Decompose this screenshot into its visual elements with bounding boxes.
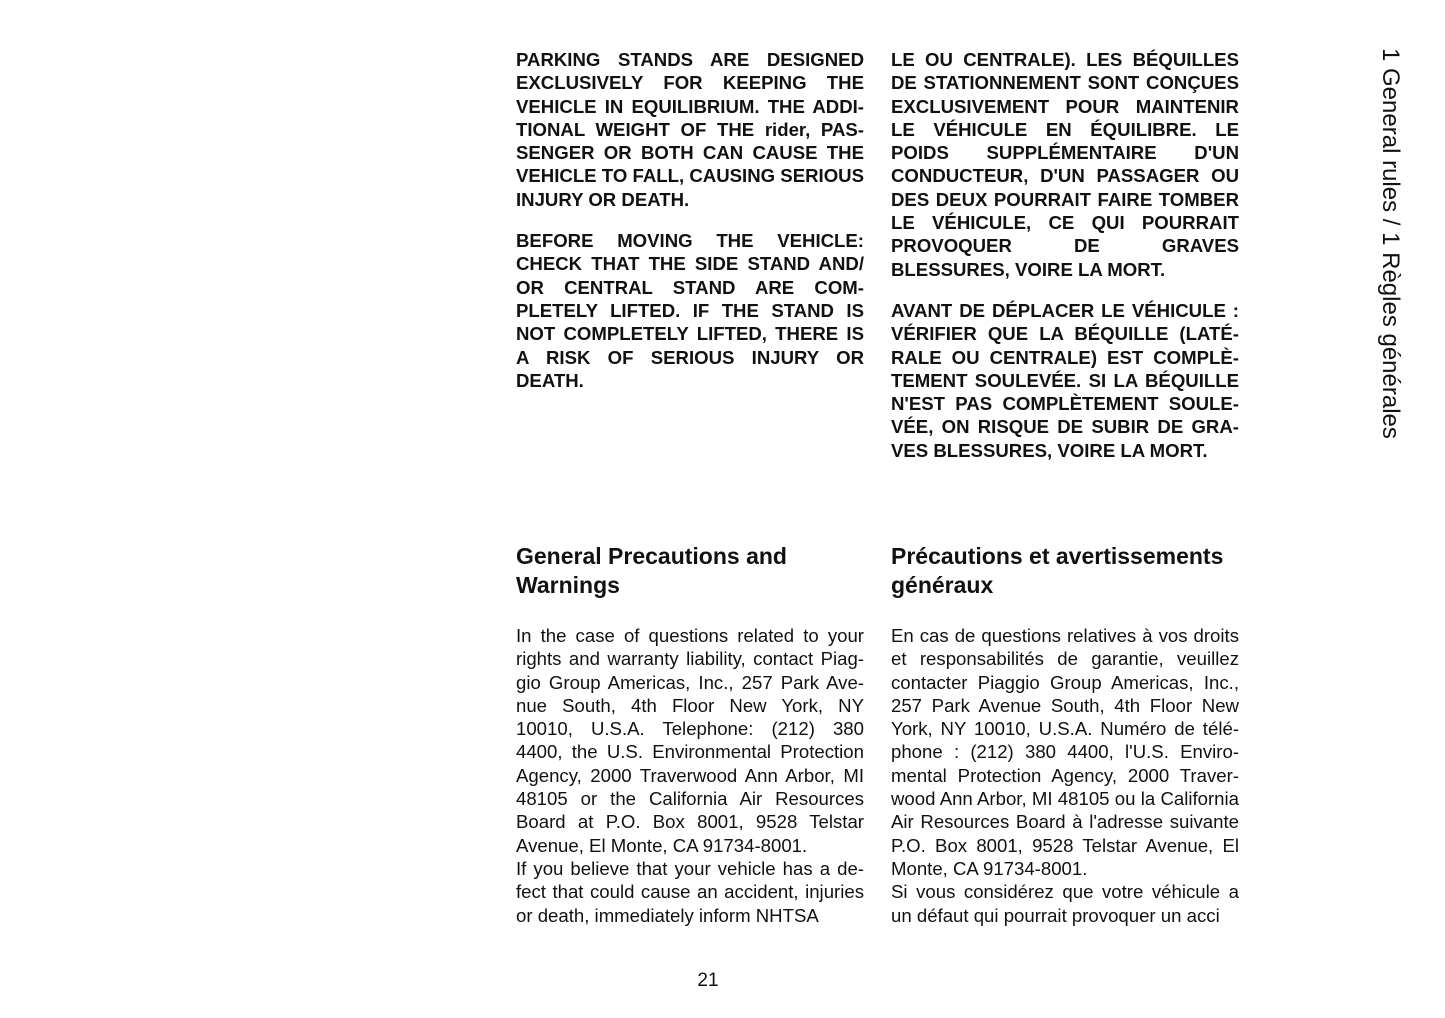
warning-parking-stands-fr: LE OU CENTRALE). LES BÉQUILLES DE STATIONNEMENT SONT CONÇUES EXCLUSIVEMENT POUR MAINTENIR LE VÉHICULE EN ÉQUILIBRE. LE POIDS SUPPLÉMENTAIRE D'UN CONDUCTEUR, D'UN PASSAGER OU DES DEUX POURRAIT FAIRE TOMBER LE VÉHICULE, CE QUI POURRAIT PROVOQUER DE GRAVES BLESSURES, VOIRE LA MORT. [891, 49, 1239, 280]
paragraph-defect-en: If you believe that your vehicle has a defect that could cause an accident, injuries or death, immediately inform NHTSA [516, 857, 864, 926]
warning-parking-stands-en: PARKING STANDS ARE DESIGNED EXCLUSIVELY FOR KEEPING THE VEHICLE IN EQUILIBRIUM. THE ADDITIONAL WEIGHT OF THE rider, PASSENGER OR BOTH CAN CAUSE THE VEHICLE TO FALL, CAUSING SERIOUS INJURY OR DEATH. [516, 49, 864, 210]
section-title-en: General Precautions and Warnings [516, 543, 787, 598]
page-number: 21 [697, 970, 719, 991]
french-warnings-column [891, 48, 1239, 480]
running-header: 1 General rules / 1 Règles générales [1377, 48, 1404, 439]
paragraph-defect-fr: Si vous considérez que votre véhicule a un défaut qui pourrait provoquer un acci [891, 881, 1239, 926]
section-title-fr: Précautions et avertissements généraux [891, 543, 1224, 598]
french-precautions-column [891, 542, 1239, 927]
warning-before-moving-fr: AVANT DE DÉPLACER LE VÉHICULE : VÉRIFIER QUE LA BÉQUILLE (LATÉRALE OU CENTRALE) EST COMPLÈTEMENT SOULEVÉE. SI LA BÉQUILLE N'EST PAS COMPLÈTEMENT SOULEVÉE, ON RISQUE DE SUBIR DE GRAVES BLESSURES, VOIRE LA MORT. [891, 299, 1239, 461]
warning-before-moving-en: BEFORE MOVING THE VEHICLE: CHECK THAT THE SIDE STAND AND/ OR CENTRAL STAND ARE COMPLETELY LIFTED. IF THE STAND IS NOT COMPLETELY LIFTED, THERE IS A RISK OF SERIOUS INJURY OR DEATH. [516, 230, 864, 391]
paragraph-contact-en: In the case of questions related to your rights and warranty liability, contact Piaggio Group Americas, Inc., 257 Park Avenue South, 4th Floor New York, NY 10010, U.S.A. Telephone: (212) 380 4400, the U.S. Environmental Protection Agency, 2000 Traverwood Ann Arbor, MI 48105 or the California Air Resources Board at P.O. Box 8001, 9528 Telstar Avenue, El Monte, CA 91734-8001. [516, 625, 864, 856]
english-warnings-column [516, 48, 864, 410]
english-precautions-column [516, 542, 864, 927]
paragraph-contact-fr: En cas de questions relatives à vos droits et responsabilités de garantie, veuillez contacter Piaggio Group Americas, Inc., 257 Park Avenue South, 4th Floor New York, NY 10010, U.S.A. Numéro de téléphone : (212) 380 4400, l'U.S. Enviromental Protection Agency, 2000 Traverwood Ann Arbor, MI 48105 ou la California Air Resources Board à l'adresse suivante P.O. Box 8001, 9528 Telstar Avenue, El Monte, CA 91734-8001. [891, 625, 1239, 879]
